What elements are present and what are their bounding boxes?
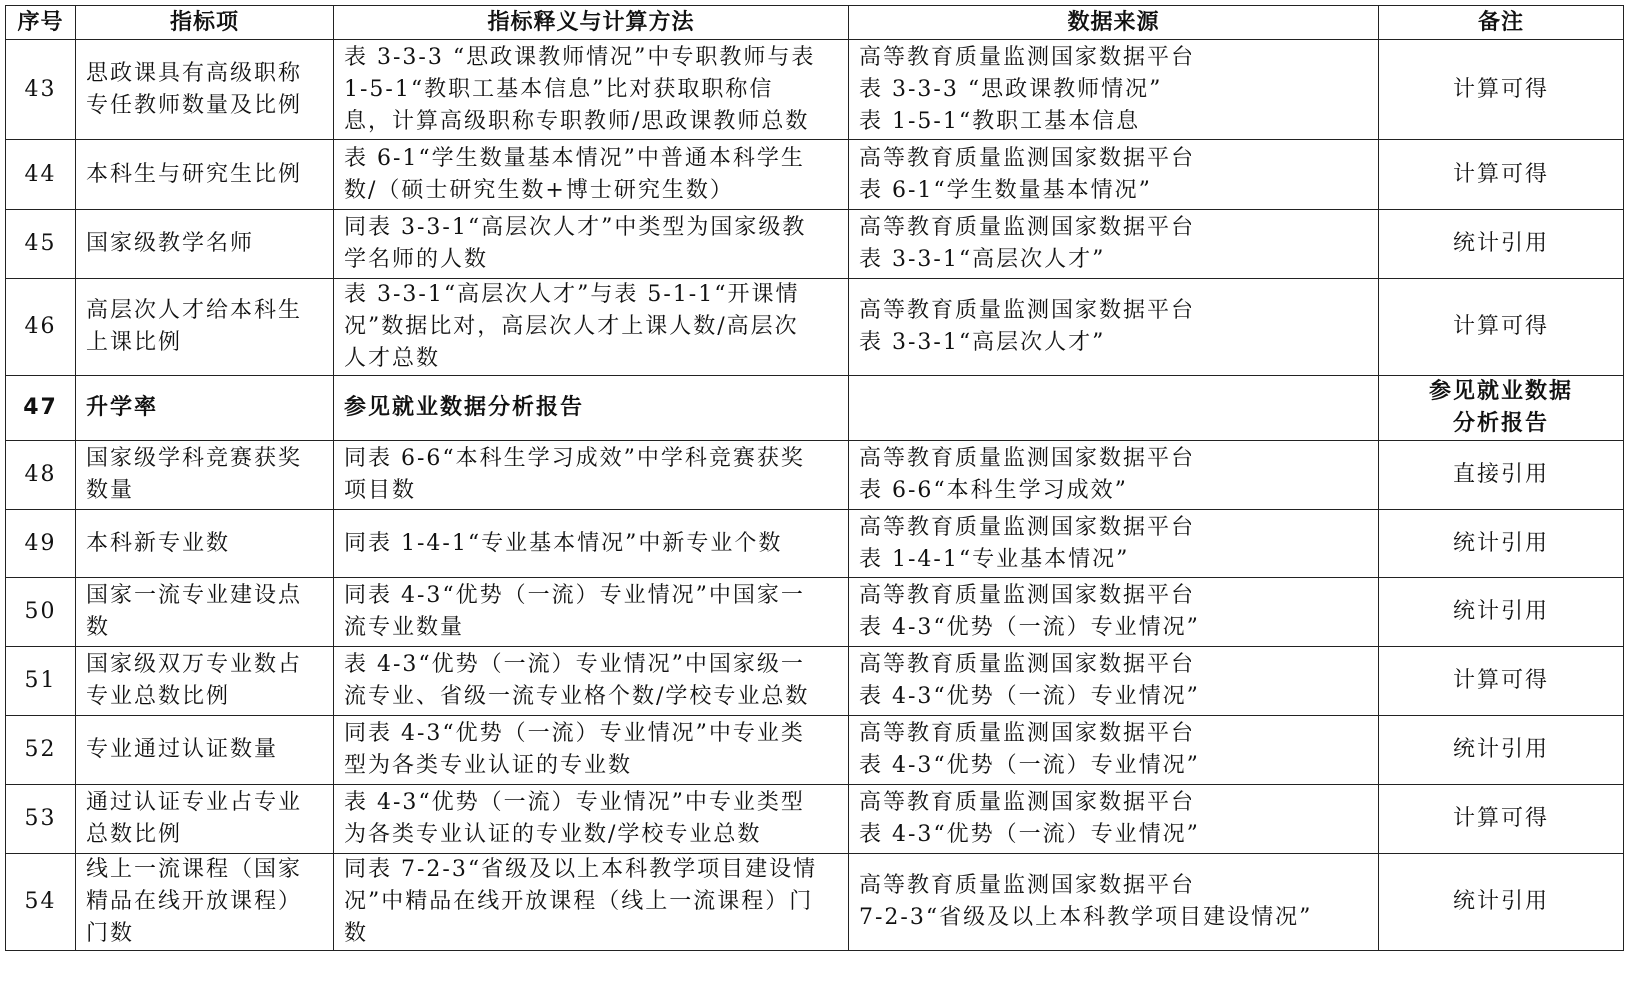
cell-source-line: 表 4-3“优势（一流）专业情况” xyxy=(859,822,1200,847)
cell-no: 43 xyxy=(6,40,76,140)
cell-note xyxy=(1379,647,1624,716)
cell-method-line: 况”中精品在线开放课程（线上一流课程）门 xyxy=(344,889,814,914)
cell-method-line: 学名师的人数 xyxy=(344,247,489,272)
cell-item-line: 升学率 xyxy=(86,395,159,420)
cell-no: 46 xyxy=(6,279,76,376)
cell-method-line: 表 6-1“学生数量基本情况”中普通本科学生 xyxy=(344,145,805,171)
cell-item-line: 精品在线开放课程） xyxy=(86,889,303,914)
cell-source-line: 表 4-3“优势（一流）专业情况” xyxy=(859,615,1200,640)
cell-source-line: 高等教育质量监测国家数据平台 xyxy=(859,652,1196,677)
cell-note-line: 统计引用 xyxy=(1452,599,1549,624)
cell-no: 47 xyxy=(6,376,76,441)
cell-note-line: 直接引用 xyxy=(1452,462,1549,487)
header-item: 指标项 xyxy=(76,6,334,40)
cell-source xyxy=(849,279,1379,376)
cell-source xyxy=(849,210,1379,279)
cell-source-line: 高等教育质量监测国家数据平台 xyxy=(859,721,1196,746)
cell-method-line: 项目数 xyxy=(344,478,417,503)
cell-source-line: 表 6-1“学生数量基本情况” xyxy=(859,177,1152,203)
table-row xyxy=(6,140,1624,210)
cell-source xyxy=(849,376,1379,441)
cell-note-line: 计算可得 xyxy=(1452,76,1549,102)
cell-method-line: 为各类专业认证的专业数/学校专业总数 xyxy=(344,822,762,847)
cell-note xyxy=(1379,716,1624,785)
cell-method xyxy=(334,854,849,951)
cell-item-line: 国家级教学名师 xyxy=(86,231,255,256)
header-no: 序号 xyxy=(6,6,76,40)
table-row xyxy=(6,578,1624,647)
cell-item xyxy=(76,441,334,510)
table-row xyxy=(6,376,1624,441)
cell-method-line: 同表 4-3“优势（一流）专业情况”中国家一 xyxy=(344,583,805,608)
cell-note-line: 统计引用 xyxy=(1452,231,1549,256)
cell-item xyxy=(76,647,334,716)
cell-method-line: 息，计算高级职称专职教师/思政课教师总数 xyxy=(344,108,810,134)
cell-note-line: 计算可得 xyxy=(1452,806,1549,831)
cell-method-line: 表 3-3-1“高层次人才”与表 5-1-1“开课情 xyxy=(344,282,800,307)
cell-source-line: 表 1-4-1“专业基本情况” xyxy=(859,546,1130,572)
cell-item xyxy=(76,40,334,140)
cell-method xyxy=(334,376,849,441)
cell-source-line: 高等教育质量监测国家数据平台 xyxy=(859,873,1196,898)
cell-source-line: 高等教育质量监测国家数据平台 xyxy=(859,145,1196,171)
cell-method-line: 参见就业数据分析报告 xyxy=(344,395,585,420)
cell-item-line: 专任教师数量及比例 xyxy=(86,92,303,118)
cell-source-line: 表 1-5-1“教职工基本信息 xyxy=(859,108,1141,134)
table-header-row xyxy=(6,6,1624,40)
table-row xyxy=(6,647,1624,716)
cell-source xyxy=(849,140,1379,210)
cell-item-line: 思政课具有高级职称 xyxy=(86,60,303,86)
header-method: 指标释义与计算方法 xyxy=(334,6,849,40)
cell-note xyxy=(1379,40,1624,140)
cell-item xyxy=(76,785,334,854)
cell-method xyxy=(334,578,849,647)
cell-no: 45 xyxy=(6,210,76,279)
cell-method xyxy=(334,279,849,376)
cell-note-line: 分析报告 xyxy=(1452,411,1549,436)
cell-no: 53 xyxy=(6,785,76,854)
cell-item-line: 国家一流专业建设点 xyxy=(86,583,303,608)
cell-item-line: 数量 xyxy=(86,478,135,503)
indicator-table xyxy=(5,5,1624,951)
header-note: 备注 xyxy=(1379,6,1624,40)
cell-source-line: 表 6-6“本科生学习成效” xyxy=(859,478,1128,503)
cell-note xyxy=(1379,854,1624,951)
cell-no: 44 xyxy=(6,140,76,210)
cell-note xyxy=(1379,210,1624,279)
table-row xyxy=(6,854,1624,951)
cell-item xyxy=(76,578,334,647)
cell-source xyxy=(849,40,1379,140)
table-row xyxy=(6,716,1624,785)
cell-no: 51 xyxy=(6,647,76,716)
cell-item-line: 专业总数比例 xyxy=(86,684,231,709)
cell-method-line: 表 3-3-3 “思政课教师情况”中专职教师与表 xyxy=(344,44,816,70)
cell-source-line: 高等教育质量监测国家数据平台 xyxy=(859,215,1196,240)
cell-source-line: 表 3-3-1“高层次人才” xyxy=(859,247,1106,272)
table-row xyxy=(6,785,1624,854)
cell-method-line: 型为各类专业认证的专业数 xyxy=(344,753,633,778)
cell-method-line: 数/（硕士研究生数+博士研究生数） xyxy=(344,177,734,203)
cell-method-line: 表 4-3“优势（一流）专业情况”中国家级一 xyxy=(344,652,805,677)
cell-source-line: 高等教育质量监测国家数据平台 xyxy=(859,446,1196,471)
cell-source xyxy=(849,647,1379,716)
cell-method xyxy=(334,140,849,210)
cell-item-line: 上课比例 xyxy=(86,330,183,355)
cell-method xyxy=(334,210,849,279)
cell-note xyxy=(1379,441,1624,510)
cell-note-line: 计算可得 xyxy=(1452,668,1549,693)
cell-source-line: 高等教育质量监测国家数据平台 xyxy=(859,790,1196,815)
cell-note-line: 统计引用 xyxy=(1452,737,1549,762)
cell-item xyxy=(76,140,334,210)
cell-source xyxy=(849,441,1379,510)
cell-note xyxy=(1379,140,1624,210)
cell-note xyxy=(1379,279,1624,376)
cell-item-line: 专业通过认证数量 xyxy=(86,737,279,762)
cell-item-line: 国家级双万专业数占 xyxy=(86,652,303,677)
cell-method-line: 同表 7-2-3“省级及以上本科教学项目建设情 xyxy=(344,857,818,882)
header-source: 数据来源 xyxy=(849,6,1379,40)
cell-method-line: 人才总数 xyxy=(344,346,441,371)
cell-method-line: 流专业数量 xyxy=(344,615,465,640)
cell-no: 54 xyxy=(6,854,76,951)
cell-method-line: 同表 4-3“优势（一流）专业情况”中专业类 xyxy=(344,721,805,746)
cell-item-line: 国家级学科竞赛获奖 xyxy=(86,446,303,471)
cell-item xyxy=(76,510,334,578)
cell-no: 48 xyxy=(6,441,76,510)
cell-method-line: 1-5-1“教职工基本信息”比对获取职称信 xyxy=(344,76,774,102)
cell-no: 52 xyxy=(6,716,76,785)
cell-no: 49 xyxy=(6,510,76,578)
cell-note xyxy=(1379,376,1624,441)
cell-method xyxy=(334,40,849,140)
cell-method xyxy=(334,785,849,854)
cell-item-line: 通过认证专业占专业 xyxy=(86,790,303,815)
cell-method-line: 同表 6-6“本科生学习成效”中学科竞赛获奖 xyxy=(344,446,805,471)
cell-source xyxy=(849,854,1379,951)
cell-no: 50 xyxy=(6,578,76,647)
cell-source xyxy=(849,510,1379,578)
cell-item xyxy=(76,279,334,376)
table-row xyxy=(6,210,1624,279)
cell-note-line: 统计引用 xyxy=(1452,889,1549,914)
cell-source-line: 表 4-3“优势（一流）专业情况” xyxy=(859,684,1200,709)
cell-source xyxy=(849,578,1379,647)
cell-note-line: 统计引用 xyxy=(1452,530,1549,556)
cell-method xyxy=(334,716,849,785)
cell-note-line: 计算可得 xyxy=(1452,161,1549,187)
table-row xyxy=(6,441,1624,510)
cell-note xyxy=(1379,785,1624,854)
cell-method-line: 流专业、省级一流专业格个数/学校专业总数 xyxy=(344,684,810,709)
table-row xyxy=(6,279,1624,376)
cell-source-line: 7-2-3“省级及以上本科教学项目建设情况” xyxy=(859,905,1313,930)
cell-item xyxy=(76,716,334,785)
cell-source-line: 表 3-3-3 “思政课教师情况” xyxy=(859,76,1163,102)
cell-method xyxy=(334,647,849,716)
cell-method-line: 表 4-3“优势（一流）专业情况”中专业类型 xyxy=(344,790,805,815)
cell-source xyxy=(849,716,1379,785)
cell-source-line: 高等教育质量监测国家数据平台 xyxy=(859,298,1196,323)
cell-source-line: 表 3-3-1“高层次人才” xyxy=(859,330,1106,355)
table-body xyxy=(6,40,1624,951)
cell-method-line: 同表 3-3-1“高层次人才”中类型为国家级教 xyxy=(344,215,807,240)
cell-source-line: 高等教育质量监测国家数据平台 xyxy=(859,44,1196,70)
cell-method xyxy=(334,510,849,578)
cell-item-line: 本科新专业数 xyxy=(86,530,231,556)
cell-method xyxy=(334,441,849,510)
cell-method-line: 数 xyxy=(344,921,369,946)
table-row xyxy=(6,510,1624,578)
cell-item xyxy=(76,210,334,279)
cell-item xyxy=(76,854,334,951)
cell-item-line: 线上一流课程（国家 xyxy=(86,857,303,882)
cell-note-line: 计算可得 xyxy=(1452,314,1549,339)
cell-item-line: 本科生与研究生比例 xyxy=(86,161,303,187)
cell-source-line: 高等教育质量监测国家数据平台 xyxy=(859,514,1196,540)
table-row xyxy=(6,40,1624,140)
cell-method-line: 况”数据比对，高层次人才上课人数/高层次 xyxy=(344,314,799,339)
cell-source xyxy=(849,785,1379,854)
cell-item-line: 高层次人才给本科生 xyxy=(86,298,303,323)
cell-item-line: 门数 xyxy=(86,921,135,946)
cell-item-line: 总数比例 xyxy=(86,822,183,847)
cell-item xyxy=(76,376,334,441)
cell-note xyxy=(1379,510,1624,578)
cell-note-line: 参见就业数据 xyxy=(1428,379,1573,404)
cell-source-line: 高等教育质量监测国家数据平台 xyxy=(859,583,1196,608)
cell-source-line: 表 4-3“优势（一流）专业情况” xyxy=(859,753,1200,778)
cell-item-line: 数 xyxy=(86,615,111,640)
cell-note xyxy=(1379,578,1624,647)
cell-method-line: 同表 1-4-1“专业基本情况”中新专业个数 xyxy=(344,530,783,556)
